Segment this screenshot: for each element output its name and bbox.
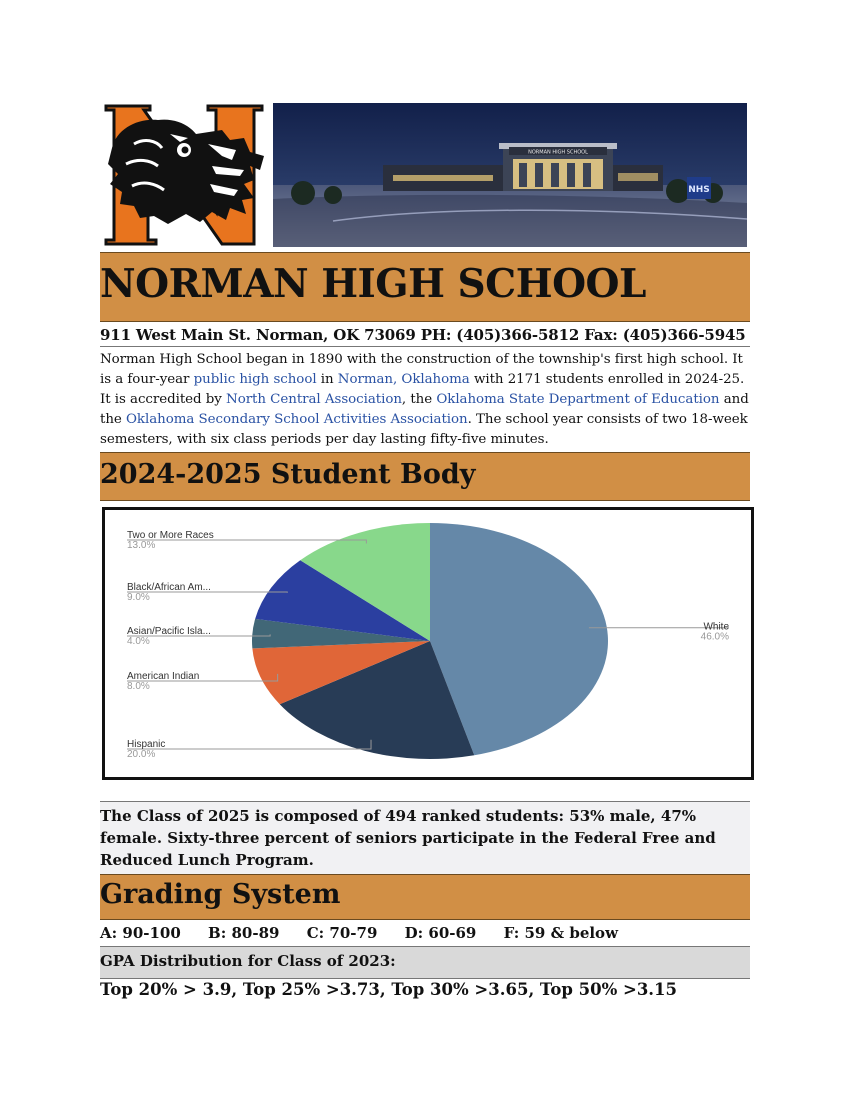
intro-text: . The school year consists of two 18-week semesters, with six class periods per day lasting fifty-five minutes. — [100, 412, 748, 447]
grade-a: A: 90-100 — [100, 924, 181, 942]
grade-c: C: 70-79 — [306, 924, 378, 942]
pie-value-label: 9.0% — [127, 592, 150, 603]
pie-label: American Indian — [127, 671, 200, 682]
intro-text: in — [316, 372, 338, 387]
grading-heading: Grading System — [100, 879, 341, 910]
student-body-chart — [102, 507, 754, 780]
building-sign: NORMAN HIGH SCHOOL — [528, 149, 588, 156]
pie-value-label: 20.0% — [127, 749, 156, 760]
pie-value-label: 13.0% — [127, 540, 156, 551]
gpa-values: Top 20% > 3.9, Top 25% >3.73, Top 30% >3.65, Top 50% >3.15 — [100, 980, 678, 999]
class-summary-block — [100, 801, 750, 875]
pie-label: Two or More Races — [127, 530, 214, 541]
page-title: NORMAN HIGH SCHOOL — [100, 261, 646, 307]
address-text: 911 West Main St. Norman, OK 73069 PH: (405)366-5812 Fax: (405)366-5945 — [100, 326, 746, 344]
grading-band — [100, 874, 750, 920]
intro-paragraph — [100, 350, 752, 450]
grade-b: B: 80-89 — [208, 924, 280, 942]
class-summary-text: The Class of 2025 is composed of 494 ranked students: 53% male, 47% female. Sixty-three percent of seniors participate in the Federal Free and Reduced Lunch Program. — [100, 807, 716, 869]
student-body-heading: 2024-2025 Student Body — [100, 459, 476, 490]
intro-text: and the — [100, 392, 749, 427]
link-oklahoma-state-department-of-education[interactable]: Oklahoma State Department of Education — [436, 392, 720, 407]
pie-value-label: 4.0% — [127, 636, 150, 647]
link-norman-oklahoma[interactable]: Norman, Oklahoma — [337, 372, 470, 387]
pie-chart — [105, 510, 751, 777]
intro-text: with 2171 students enrolled in 2024-25. It is accredited by — [100, 372, 745, 407]
tiger-n-logo-icon — [104, 104, 267, 246]
school-logo — [104, 104, 267, 246]
gpa-band — [100, 946, 750, 979]
grade-f: F: 59 & below — [503, 924, 618, 942]
link-ossaa[interactable]: Oklahoma Secondary School Activities Association — [126, 412, 468, 427]
link-north-central-association[interactable]: North Central Association — [226, 392, 402, 407]
pie-label: Black/African Am... — [127, 582, 211, 593]
building-photo-icon — [273, 103, 747, 247]
pie-label: White — [703, 621, 729, 633]
intro-text: , the — [401, 392, 437, 407]
school-building-photo — [273, 103, 747, 247]
pie-value-label: 46.0% — [700, 631, 729, 643]
pie-label: Asian/Pacific Isla... — [127, 626, 211, 637]
grade-d: D: 60-69 — [404, 924, 477, 942]
pie-label: Hispanic — [127, 739, 166, 750]
address-line — [100, 320, 750, 347]
grade-scale — [100, 924, 750, 946]
title-band — [100, 252, 750, 322]
gpa-heading: GPA Distribution for Class of 2023: — [100, 952, 396, 970]
pie-value-label: 8.0% — [127, 681, 150, 692]
intro-text: Norman High School began in 1890 with the construction of the township's first high school. It is a four-year — [100, 352, 743, 387]
monument-sign: NHS — [688, 185, 710, 195]
link-public-high-school[interactable]: public high school — [193, 372, 317, 387]
student-body-band — [100, 452, 750, 501]
